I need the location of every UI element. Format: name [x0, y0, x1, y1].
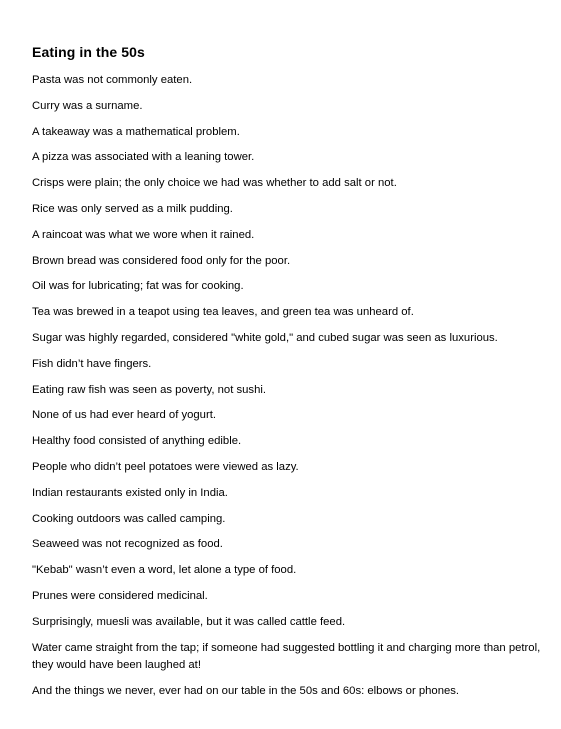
document-line: None of us had ever heard of yogurt. — [32, 409, 217, 422]
document-line: Curry was a surname. — [32, 99, 143, 112]
document-line: Crisps were plain; the only choice we had was whether to add salt or not. — [32, 177, 397, 190]
document-line: Cooking outdoors was called camping. — [32, 512, 226, 525]
document-line: Pasta was not commonly eaten. — [32, 74, 193, 86]
document-line: A takeaway was a mathematical problem. — [32, 125, 240, 138]
document-line: People who didn’t peel potatoes were viewed as lazy. — [32, 460, 299, 473]
document-line: Water came straight from the tap; if someone had suggested bottling it and charging more than petrol, they would have been laughed at! — [32, 641, 541, 672]
document-line: Eating raw fish was seen as poverty, not sushi. — [32, 383, 267, 396]
document-line: Tea was brewed in a teapot using tea leaves, and green tea was unheard of. — [32, 306, 414, 319]
document-line: Fish didn’t have fingers. — [32, 357, 152, 370]
document-line: Indian restaurants existed only in India. — [32, 486, 228, 499]
document-line: And the things we never, ever had on our table in the 50s and 60s: elbows or phones. — [32, 684, 460, 697]
document-line: Seaweed was not recognized as food. — [32, 538, 223, 551]
document-line: Prunes were considered medicinal. — [32, 589, 208, 602]
document-line: Sugar was highly regarded, considered "white gold," and cubed sugar was seen as luxurious. — [32, 331, 498, 344]
document-title: Eating in the 50s — [32, 44, 145, 60]
document-page — [32, 42, 544, 709]
document-line: Brown bread was considered food only for the poor. — [32, 254, 291, 267]
document-line: "Kebab" wasn’t even a word, let alone a type of food. — [32, 564, 297, 577]
document-line: Rice was only served as a milk pudding. — [32, 202, 233, 215]
document-body — [32, 72, 544, 700]
document-line: A pizza was associated with a leaning tower. — [32, 151, 255, 164]
document-line: A raincoat was what we wore when it rained. — [32, 228, 255, 241]
document-line: Oil was for lubricating; fat was for cooking. — [32, 280, 244, 293]
document-line: Healthy food consisted of anything edible. — [32, 435, 242, 448]
document-line: Surprisingly, muesli was available, but it was called cattle feed. — [32, 615, 346, 628]
